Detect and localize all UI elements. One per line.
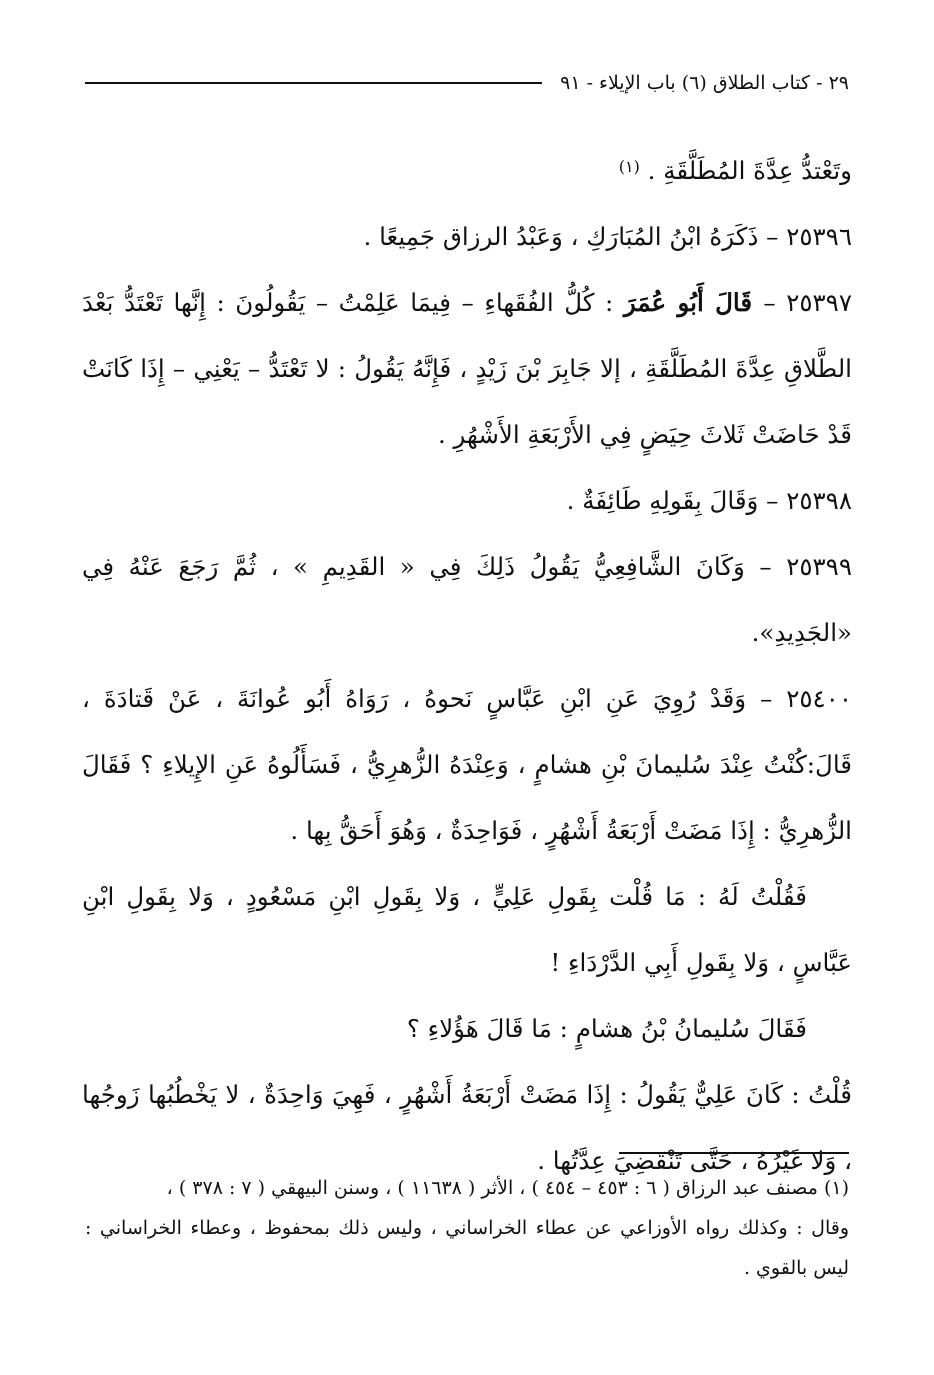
running-header (85, 66, 849, 100)
paragraph-quote-2: فَقَالَ سُليمانُ بْنُ هشامٍ : مَا قَالَ هَؤُلاءِ ؟ (406, 1014, 807, 1043)
paragraph-0 (82, 134, 852, 204)
paragraph-number: ٢٥٣٩٦ – (766, 222, 852, 251)
main-text (82, 134, 852, 1194)
paragraph-text: : كُلُّ الفُقَهاءِ – فِيمَا عَلِمْتُ – يَقُولُونَ : إِنَّها تَعْتَدُّ بَعْدَ الطَّلاقِ عِدَّةَ المُطَلَّقَةِ ، إلا جَابِرَ بْنَ زَيْدٍ ، فَإِنَّهُ يَقُولُ : لا تَعْتَدُّ – يَعْنِي – إِذَا كَانَتْ قَدْ حَاضَتْ ثَلاثَ حِيَضٍ فِي الأَرْبَعَةِ الأَشْهُرِ . (82, 288, 852, 449)
speaker-name: قَالَ أَبُو عُمَرَ (623, 288, 764, 317)
paragraph-number: ٢٥٣٩٧ – (763, 288, 852, 317)
paragraph-25396 (82, 204, 852, 270)
paragraph-quote-1: فَقُلْتُ لَهُ : مَا قُلْت بِقَولِ عَلِيٍّ ، وَلا بِقَولِ ابْنِ مَسْعُودٍ ، وَلا بِقَولِ ابْنِ عَبَّاسٍ ، وَلا بِقَولِ أَبِي الدَّرْدَاءِ ! (82, 882, 852, 977)
paragraph-25399 (82, 534, 852, 666)
paragraph-quote-3: قُلْتُ : كَانَ عَلِيٌّ يَقُولُ : إِذَا مَضَتْ أَرْبَعَةُ أَشْهُرٍ ، فَهِيَ وَاحِدَةٌ ، لا يَخْطُبُها زَوجُها ، وَلا غَيْرُهُ ، حَتَّى تَنْقَضِيَ عِدَّتُها . (82, 1080, 852, 1175)
paragraph-25397 (82, 270, 852, 468)
footnote-1-line-1: (١) مصنف عبد الرزاق ( ٦ : ٤٥٣ – ٤٥٤ ) ، الأثر ( ١١٦٣٨ ) ، وسنن البيهقي ( ٧ : ٣٧٨ ) ، (166, 1177, 849, 1199)
paragraph-text: وَقَالَ بِقَولِهِ طَائِفَةٌ . (566, 486, 767, 515)
paragraph-number: ٢٥٣٩٨ – (766, 486, 852, 515)
running-title: ٢٩ - كتاب الطلاق (٦) باب الإيلاء - ٩١ (560, 72, 849, 94)
footnote-separator (619, 1152, 849, 1154)
paragraph-25400 (82, 666, 852, 864)
paragraph-number: ٢٥٤٠٠ – (760, 684, 852, 713)
paragraph-text: ذَكَرَهُ ابْنُ المُبَارَكِ ، وَعَبْدُ الرزاق جَمِيعًا . (363, 222, 767, 251)
paragraph-text: وَقَدْ رُوِيَ عَنِ ابْنِ عَبَّاسٍ نَحوهُ ، رَوَاهُ أَبُو عُوانَةَ ، عَنْ قَتادَةَ ، قَالَ:كُنْتُ عِنْدَ سُليمانَ بْنِ هشامٍ ، وَعِنْدَهُ الزُّهرِيُّ ، فَسَأَلُوهُ عَنِ الإِيلاءِ ؟ فَقَالَ الزُّهرِيُّ : إِذَا مَضَتْ أَرْبَعَةُ أَشْهُرٍ ، فَوَاحِدَةٌ ، وَهُوَ أَحَقُّ بِها . (82, 684, 852, 845)
footnotes (85, 1168, 849, 1288)
footnote-1-line-2: وقال : وكذلك رواه الأوزاعي عن عطاء الخراساني ، وليس ذلك بمحفوظ ، وعطاء الخراساني : ليس بالقوي . (85, 1217, 849, 1279)
paragraph-text: وَكَانَ الشَّافِعِيُّ يَقُولُ ذَلِكَ فِي « القَدِيمِ » ، ثُمَّ رَجَعَ عَنْهُ فِي «الجَدِيدِ». (82, 552, 852, 647)
paragraph-25398 (82, 468, 852, 534)
paragraph-number: ٢٥٣٩٩ – (759, 552, 852, 581)
header-rule (85, 82, 542, 84)
footnote-ref-1[interactable]: (١) (618, 157, 640, 176)
paragraph-0-text: وتَعْتدُّ عِدَّةَ المُطَلَّقَةِ . (647, 156, 852, 185)
